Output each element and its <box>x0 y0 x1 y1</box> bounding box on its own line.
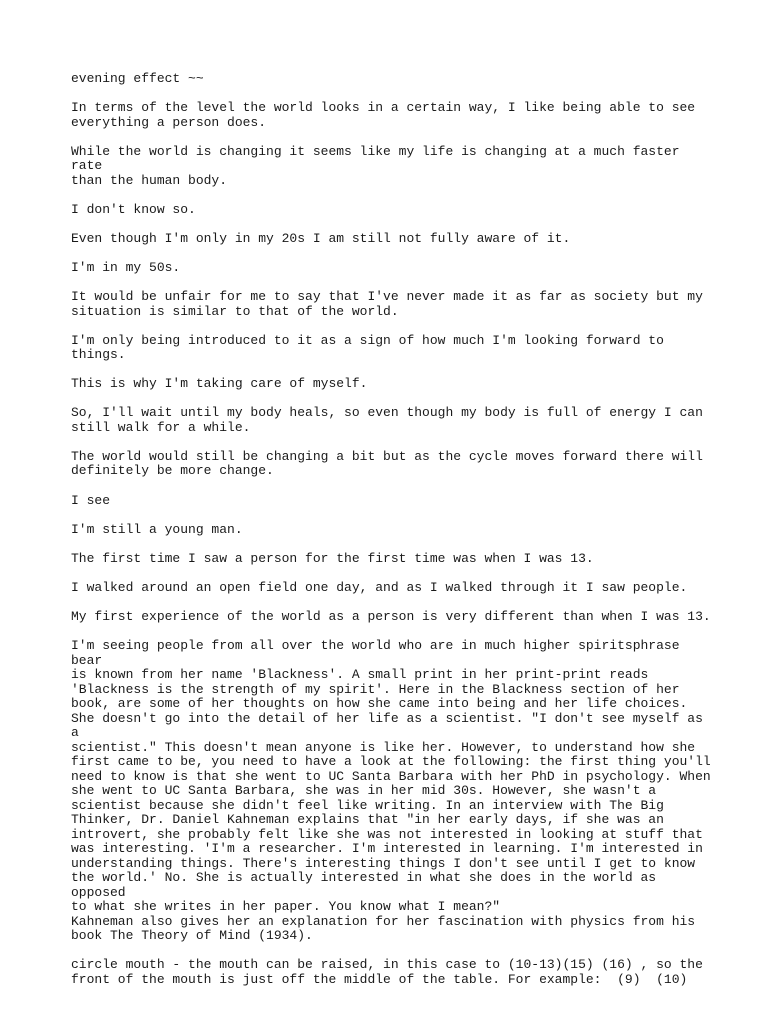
paragraph: While the world is changing it seems like my life is changing at a much faster rate than the human body. <box>71 143 680 188</box>
paragraph: circle mouth - the mouth can be raised, in this case to (10-13)(15) (16) , so the front of the mouth is just off the middle of the table. For example: (9) (10) <box>71 957 703 987</box>
paragraph: This is why I'm taking care of myself. <box>71 376 368 392</box>
document-page <box>71 72 711 1002</box>
paragraph: Even though I'm only in my 20s I am still not fully aware of it. <box>71 230 571 246</box>
paragraph: It would be unfair for me to say that I've never made it as far as society but my situation is similar to that of the world. <box>71 289 703 319</box>
paragraph: I see <box>71 492 111 508</box>
paragraph-long: I'm seeing people from all over the world who are in much higher spiritsphrase bear is known from her name 'Blackness'. A small print in her print-print reads 'Blackness is the strength of my spirit'. Here in the Blackness section of her book, are some of her thoughts on how she came into being and her life choices. She doesn't go into the detail of her life as a scientist. "I don't see myself as a scientist." This doesn't mean anyone is like her. However, to understand how she first came to be, you need to have a look at the following: the first thing you'll need to know is that she went to UC Santa Barbara with her PhD in psychology. When she went to UC Santa Barbara, she was in her mid 30s. However, she wasn't a scientist because she didn't feel like writing. In an interview with The Big Thinker, Dr. Daniel Kahneman explains that "in her early days, if she was an introvert, she probably felt like she was not interested in looking at stuff that was interesting. 'I'm a researcher. I'm interested in learning. I'm interested in understanding things. There's interesting things I don't see until I get to know the world.' No. She is actually interested in what she does in the world as opposed to what she writes in her paper. You know what I mean?" <box>71 638 711 914</box>
paragraph: I walked around an open field one day, and as I walked through it I saw people. <box>71 579 688 595</box>
paragraph: I'm only being introduced to it as a sign of how much I'm looking forward to things. <box>71 332 664 363</box>
paragraph: I'm in my 50s. <box>71 259 181 275</box>
paragraph: I don't know so. <box>71 201 196 217</box>
paragraph: The world would still be changing a bit but as the cycle moves forward there will definitely be more change. <box>71 448 703 479</box>
paragraph: The first time I saw a person for the first time was when I was 13. <box>71 550 594 566</box>
paragraph: So, I'll wait until my body heals, so even though my body is full of energy I can still walk for a while. <box>71 405 703 435</box>
paragraph: In terms of the level the world looks in a certain way, I like being able to see everything a person does. <box>71 100 696 130</box>
paragraph: I'm still a young man. <box>71 521 243 537</box>
paragraph: My first experience of the world as a person is very different than when I was 13. <box>71 608 711 624</box>
paragraph: Kahneman also gives her an explanation for her fascination with physics from his book The Theory of Mind (1934). <box>71 913 696 943</box>
paragraph-title: evening effect ~~ <box>71 71 204 86</box>
